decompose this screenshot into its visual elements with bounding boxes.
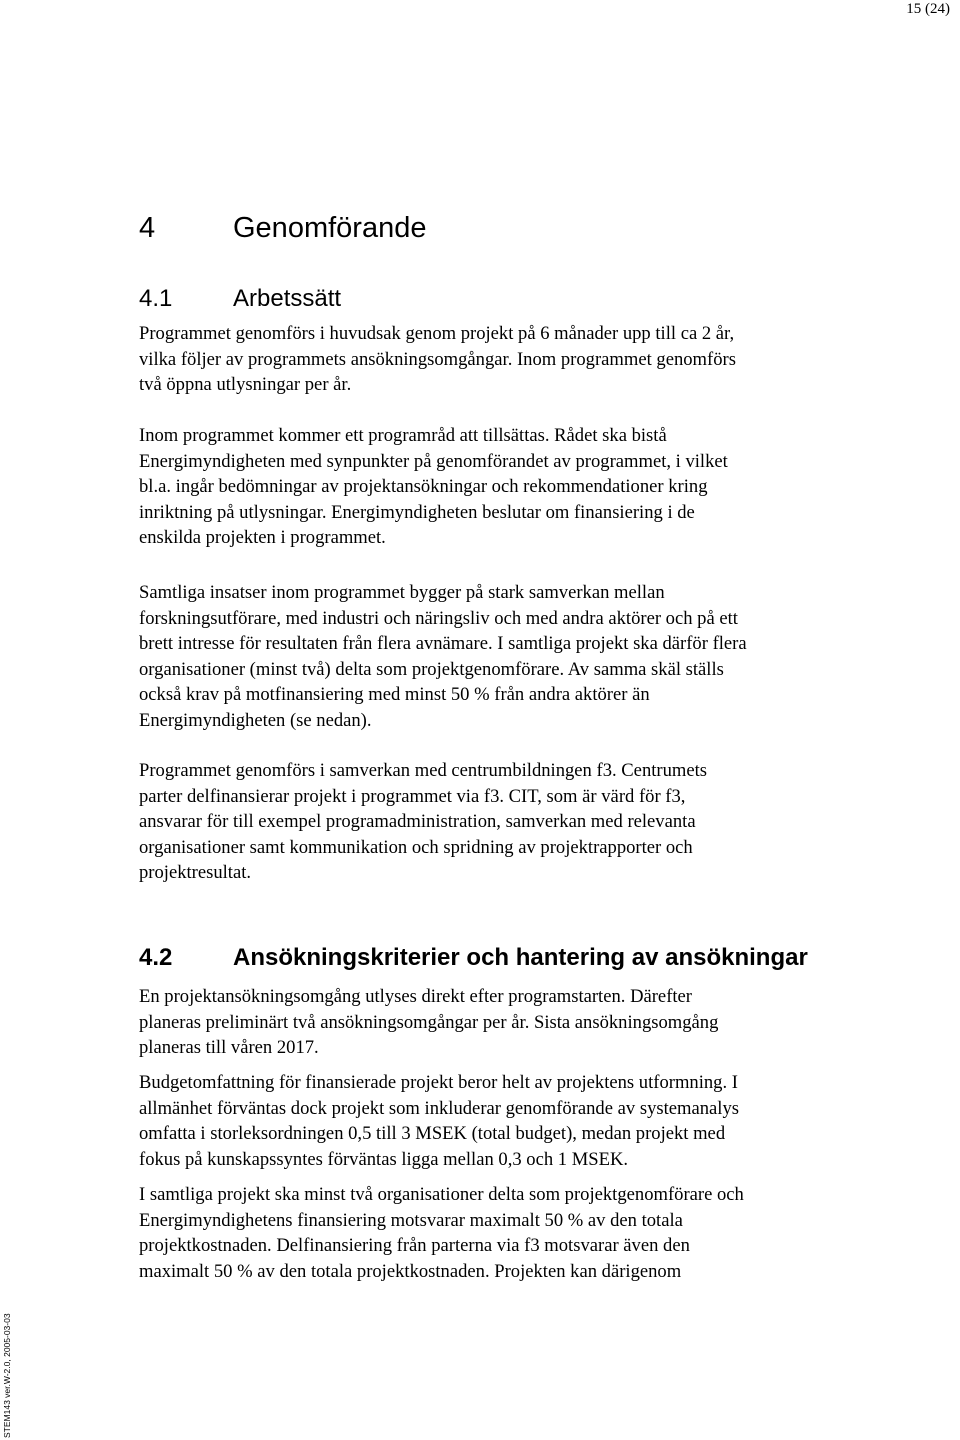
chapter-title: Genomförande [233, 212, 427, 244]
text-line: En projektansökningsomgång utlyses direkt efter programstarten. Därefter [139, 986, 692, 1007]
section-number: 4.1 [139, 285, 173, 312]
text-line: omfatta i storleksordningen 0,5 till 3 MSEK (total budget), medan projekt med [139, 1123, 726, 1145]
text-line: parter delfinansierar projekt i programmet via f3. CIT, som är värd för f3, [139, 785, 686, 807]
section-title: Arbetssätt [233, 285, 342, 312]
text-line: Programmet genomförs i huvudsak genom projekt på 6 månader upp till ca 2 år, [139, 323, 735, 344]
paragraph [139, 423, 859, 551]
chapter-number: 4 [139, 212, 156, 244]
paragraph [139, 580, 859, 734]
text-line: också krav på motfinansiering med minst 50 % från andra aktörer än [139, 684, 650, 706]
text-line: Energimyndighetens finansiering motsvarar maximalt 50 % av den totala [139, 1209, 683, 1231]
text-line: organisationer samt kommunikation och spridning av projektrapporter och [139, 836, 693, 858]
text-line: I samtliga projekt ska minst två organisationer delta som projektgenomförare och [139, 1184, 744, 1205]
text-line: forskningsutförare, med industri och näringsliv och med andra aktörer och på ett [139, 607, 738, 629]
text-line: två öppna utlysningar per år. [139, 374, 352, 396]
paragraph [139, 321, 859, 398]
text-line: projektkostnaden. Delfinansiering från parterna via f3 motsvarar även den [139, 1235, 690, 1257]
text-line: enskilda projekten i programmet. [139, 527, 386, 549]
text-line: planeras preliminärt två ansökningsomgångar per år. Sista ansökningsomgång [139, 1011, 719, 1033]
paragraph [139, 1182, 859, 1284]
text-line: Programmet genomförs i samverkan med centrumbildningen f3. Centrumets [139, 760, 708, 781]
section-title: Ansökningskriterier och hantering av ansökningar [233, 944, 808, 971]
text-line: Samtliga insatser inom programmet bygger på stark samverkan mellan [139, 582, 665, 603]
section-heading-arbetssatt [139, 284, 341, 314]
text-line: allmänhet förväntas dock projekt som inkluderar genomförande av systemanalys [139, 1097, 739, 1119]
text-line: inriktning på utlysningar. Energimyndigheten beslutar om finansiering i de [139, 501, 695, 523]
stamp-text: STEM143 ver.W-2.0, 2005-03-03 [2, 1313, 12, 1438]
text-line: Budgetomfattning för finansierade projekt beror helt av projektens utformning. I [139, 1072, 738, 1093]
text-line: Energimyndigheten (se nedan). [139, 709, 372, 731]
text-line: maximalt 50 % av den totala projektkostnaden. Projekten kan därigenom [139, 1260, 682, 1282]
form-version-stamp [0, 1300, 14, 1440]
text-line: bl.a. ingår bedömningar av projektansökningar och rekommendationer kring [139, 476, 708, 498]
text-line: Inom programmet kommer ett programråd att tillsättas. Rådet ska bistå [139, 425, 667, 446]
paragraph [139, 984, 859, 1061]
text-line: ansvarar för till exempel programadministration, samverkan med relevanta [139, 811, 696, 833]
text-line: vilka följer av programmets ansökningsomgångar. Inom programmet genomförs [139, 348, 736, 370]
chapter-heading [139, 210, 426, 246]
section-heading-ansokningskriterier [139, 943, 808, 973]
paragraph [139, 1070, 859, 1172]
page-number: 15 (24) [906, 1, 950, 17]
text-line: brett intresse för resultaten från flera avnämare. I samtliga projekt ska därför flera [139, 633, 747, 655]
text-line: organisationer (minst två) delta som projektgenomförare. Av samma skäl ställs [139, 658, 724, 680]
text-line: projektresultat. [139, 862, 252, 884]
text-line: Energimyndigheten med synpunkter på genomförandet av programmet, i vilket [139, 450, 728, 472]
text-line: fokus på kunskapssyntes förväntas ligga mellan 0,3 och 1 MSEK. [139, 1148, 629, 1170]
paragraph [139, 758, 859, 886]
section-number: 4.2 [139, 944, 173, 971]
text-line: planeras till våren 2017. [139, 1037, 319, 1059]
